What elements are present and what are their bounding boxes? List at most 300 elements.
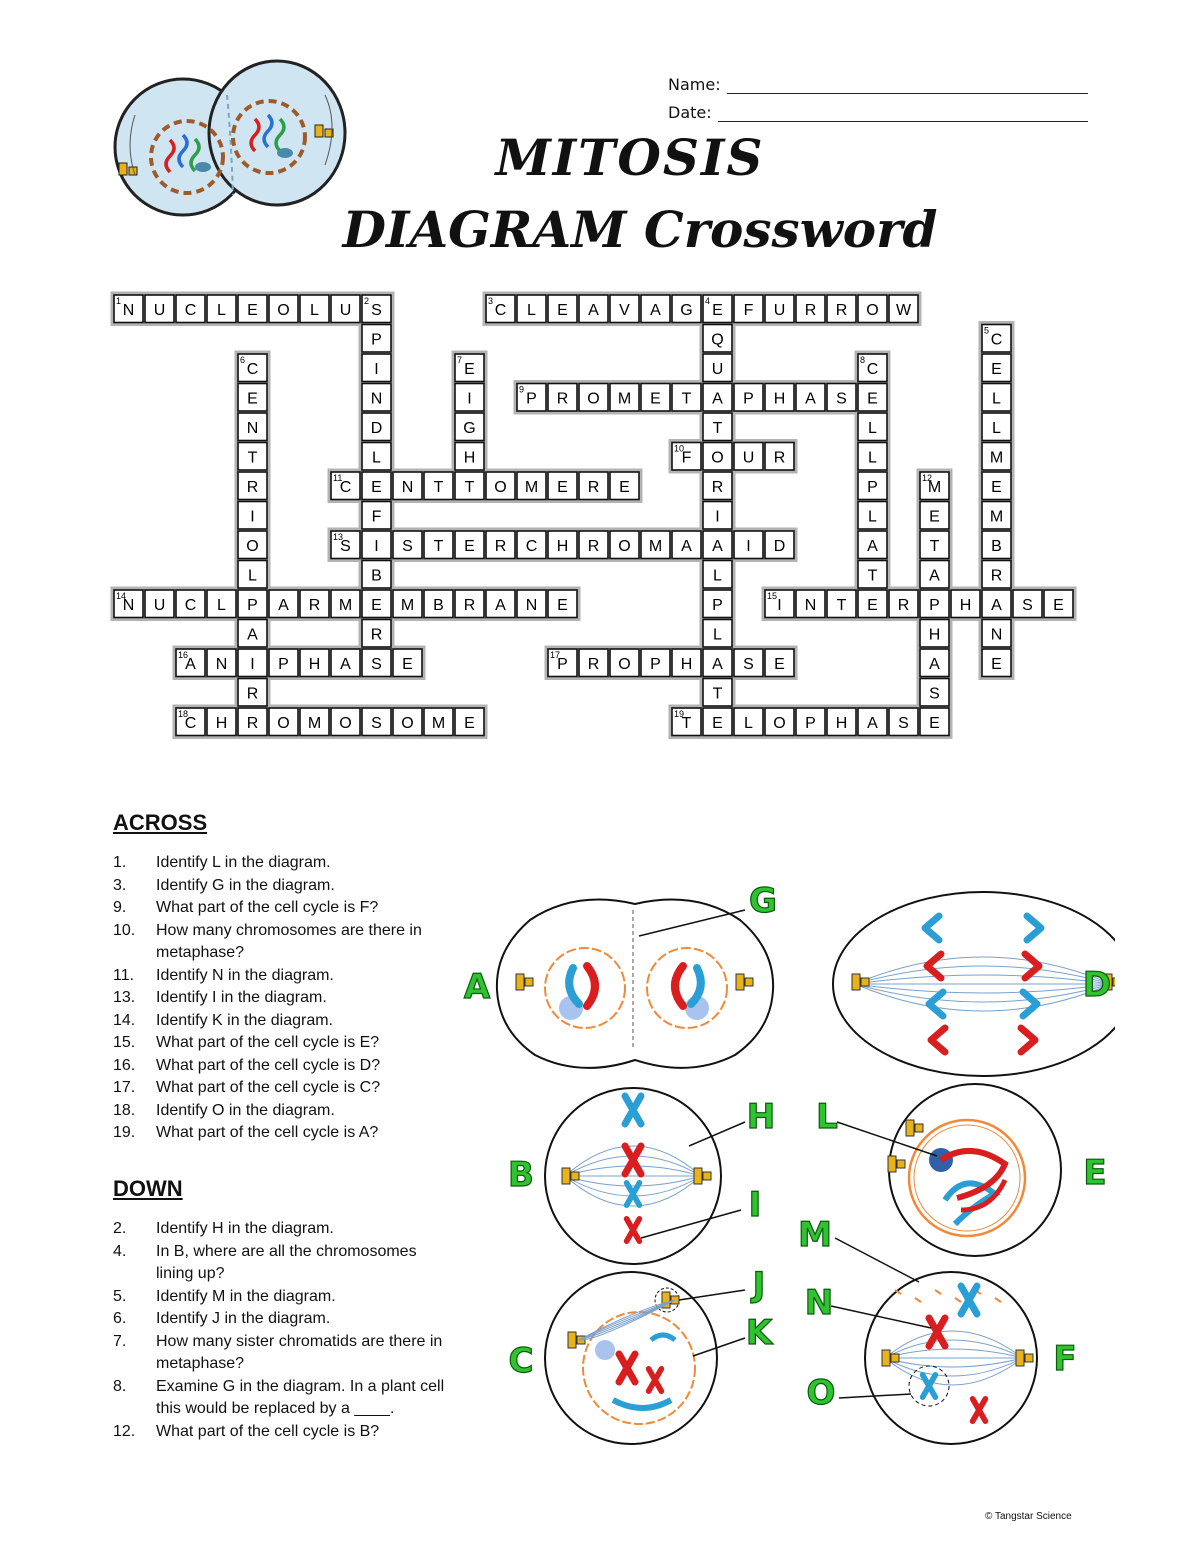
crossword-cell[interactable]: [269, 590, 298, 618]
crossword-cell[interactable]: [548, 295, 577, 323]
crossword-cell[interactable]: [734, 384, 763, 412]
cell-letter: P: [712, 596, 723, 614]
crossword-cell[interactable]: [238, 679, 267, 707]
crossword-cell[interactable]: [548, 649, 577, 677]
cell-letter: H: [835, 714, 848, 732]
cell-letter: S: [1022, 596, 1033, 614]
clue-item-text: Identify H in the diagram.: [156, 1220, 334, 1237]
cell-letter: L: [527, 301, 536, 319]
crossword-cell[interactable]: [362, 620, 391, 648]
cell-letter: C: [246, 360, 259, 378]
crossword-cell[interactable]: [982, 649, 1011, 677]
crossword-cell[interactable]: [300, 295, 329, 323]
crossword-cell[interactable]: [765, 295, 794, 323]
cell-letter: O: [277, 714, 290, 732]
crossword-cell[interactable]: [982, 561, 1011, 589]
crossword-cell[interactable]: [982, 502, 1011, 530]
clue-item-number: 14.: [113, 1011, 136, 1029]
cell-letter: R: [711, 478, 724, 496]
crossword-cell[interactable]: [331, 295, 360, 323]
crossword-cell[interactable]: [703, 502, 732, 530]
crossword-cell[interactable]: [889, 708, 918, 736]
cell-letter: T: [929, 537, 940, 555]
crossword-cell[interactable]: [734, 708, 763, 736]
cell-letter: L: [713, 626, 722, 644]
crossword-cell[interactable]: [827, 295, 856, 323]
crossword-cell[interactable]: [238, 295, 267, 323]
crossword-cell[interactable]: [765, 384, 794, 412]
crossword-cell[interactable]: [238, 384, 267, 412]
cell-letter: M: [400, 596, 415, 614]
diagram-label: O: [806, 1373, 836, 1413]
cell-letter: S: [371, 714, 382, 732]
crossword-cell[interactable]: [641, 531, 670, 559]
clue-number: 15: [767, 591, 778, 601]
crossword-cell[interactable]: [703, 708, 732, 736]
clue-item: [113, 1331, 453, 1376]
cell-letter: E: [557, 301, 568, 319]
crossword-cell[interactable]: [393, 472, 422, 500]
crossword-cell[interactable]: [517, 384, 546, 412]
crossword-cell[interactable]: [703, 649, 732, 677]
crossword-cell[interactable]: [672, 384, 701, 412]
clue-item-number: 5.: [113, 1287, 127, 1305]
crossword-cell[interactable]: [703, 679, 732, 707]
crossword-cell[interactable]: [703, 561, 732, 589]
crossword-cell[interactable]: [207, 708, 236, 736]
clue-item-number: 19.: [113, 1124, 136, 1141]
crossword-cell[interactable]: [393, 531, 422, 559]
cell-letter: L: [713, 567, 722, 585]
cell-letter: C: [339, 478, 352, 496]
crossword-cell[interactable]: [362, 708, 391, 736]
crossword-cell[interactable]: [610, 472, 639, 500]
crossword-cell[interactable]: [703, 413, 732, 441]
crossword-cell[interactable]: [548, 531, 577, 559]
clue-number: 18: [178, 709, 189, 719]
cell-letter: T: [836, 596, 847, 614]
cell-letter: D: [773, 537, 786, 555]
cell-letter: E: [712, 714, 723, 732]
crossword-cell[interactable]: [331, 649, 360, 677]
crossword-cell[interactable]: [610, 384, 639, 412]
diagram-label: G: [749, 881, 777, 921]
crossword-cell[interactable]: [517, 590, 546, 618]
diagram-label: J: [752, 1265, 766, 1305]
cell-letter: P: [371, 331, 382, 349]
crossword-cell[interactable]: [362, 472, 391, 500]
cell-letter: B: [991, 537, 1002, 555]
crossword-cell[interactable]: [920, 620, 949, 648]
copyright: © Tangstar Science: [985, 1511, 1072, 1522]
cell-letter: E: [1053, 596, 1064, 614]
cell-letter: A: [712, 655, 723, 673]
crossword-cell[interactable]: [641, 384, 670, 412]
cell-letter: E: [619, 478, 630, 496]
cell-letter: R: [804, 301, 817, 319]
crossword-cell[interactable]: [517, 472, 546, 500]
crossword-cell[interactable]: [610, 531, 639, 559]
clue-item: [113, 1032, 453, 1055]
crossword-cell[interactable]: [393, 708, 422, 736]
crossword-cell[interactable]: [176, 708, 205, 736]
crossword-cell[interactable]: [362, 502, 391, 530]
crossword-cell[interactable]: [331, 531, 360, 559]
cell-letter: R: [990, 567, 1003, 585]
crossword-cell[interactable]: [1044, 590, 1073, 618]
cell-letter: N: [370, 390, 383, 408]
cell-letter: T: [433, 537, 444, 555]
crossword-cell[interactable]: [889, 590, 918, 618]
cell-letter: E: [991, 478, 1002, 496]
crossword-cell[interactable]: [176, 649, 205, 677]
cell-letter: R: [494, 537, 507, 555]
crossword-cell[interactable]: [362, 325, 391, 353]
cell-letter: L: [744, 714, 753, 732]
cell-letter: A: [929, 655, 940, 673]
crossword-cell[interactable]: [455, 472, 484, 500]
diagram-label: C: [508, 1341, 534, 1381]
crossword-cell[interactable]: [362, 649, 391, 677]
crossword-cell[interactable]: [455, 708, 484, 736]
name-label: Name:: [668, 75, 721, 94]
clue-item-number: 16.: [113, 1056, 136, 1074]
crossword-cell[interactable]: [393, 649, 422, 677]
crossword-cell[interactable]: [765, 649, 794, 677]
crossword-cell[interactable]: [703, 354, 732, 382]
clue-item-text: What part of the cell cycle is A?: [156, 1124, 379, 1141]
crossword-cell[interactable]: [238, 354, 267, 382]
crossword-cell[interactable]: [827, 708, 856, 736]
clue-number: 5: [984, 325, 990, 336]
crossword-cell[interactable]: [362, 295, 391, 323]
clue-item: [113, 1376, 453, 1421]
crossword-cell[interactable]: [982, 590, 1011, 618]
clue-item-number: 12.: [113, 1422, 136, 1440]
crossword-cell[interactable]: [703, 443, 732, 471]
crossword-cell[interactable]: [858, 472, 887, 500]
crossword-cell[interactable]: [238, 531, 267, 559]
diagram-label: D: [1082, 965, 1112, 1005]
crossword-cell[interactable]: [269, 295, 298, 323]
clue-item-text: Identify K in the diagram.: [156, 1011, 333, 1029]
clue-item-text: Identify N in the diagram.: [156, 966, 334, 984]
cell-letter: I: [374, 360, 379, 378]
crossword-cell[interactable]: [703, 590, 732, 618]
cell-letter: S: [743, 655, 754, 673]
cell-letter: E: [247, 301, 258, 319]
mitosis-diagram: [455, 870, 1115, 1450]
cell-letter: N: [401, 478, 414, 496]
crossword-cell[interactable]: [362, 590, 391, 618]
crossword-cell[interactable]: [641, 649, 670, 677]
crossword-cell[interactable]: [486, 590, 515, 618]
crossword-cell[interactable]: [362, 531, 391, 559]
crossword-cell[interactable]: [455, 531, 484, 559]
crossword-cell[interactable]: [858, 561, 887, 589]
crossword-cell[interactable]: [238, 472, 267, 500]
crossword-cell[interactable]: [982, 413, 1011, 441]
clue-item-number: 9.: [113, 899, 127, 916]
clue-item: [113, 965, 453, 988]
cell-letter: U: [773, 301, 786, 319]
crossword-cell[interactable]: [734, 295, 763, 323]
crossword-cell[interactable]: [703, 384, 732, 412]
crossword-cell[interactable]: [424, 472, 453, 500]
cell-letter: C: [494, 301, 507, 319]
crossword-cell[interactable]: [362, 413, 391, 441]
crossword-cell[interactable]: [672, 531, 701, 559]
cell-letter: T: [464, 478, 475, 496]
crossword-cell[interactable]: [114, 295, 143, 323]
crossword-cell[interactable]: [672, 708, 701, 736]
cell-letter: R: [246, 685, 259, 703]
crossword-cell[interactable]: [920, 679, 949, 707]
crossword-cell[interactable]: [858, 531, 887, 559]
cell-letter: T: [433, 478, 444, 496]
crossword-cell[interactable]: [579, 531, 608, 559]
crossword-cell[interactable]: [765, 443, 794, 471]
crossword-cell[interactable]: [269, 649, 298, 677]
cell-letter: A: [278, 596, 289, 614]
title-line-1: MITOSIS: [495, 128, 765, 187]
down-clues: [113, 1218, 453, 1443]
cell-letter: U: [153, 596, 166, 614]
cell-letter: H: [928, 626, 941, 644]
crossword-cell[interactable]: [486, 472, 515, 500]
crossword-cell[interactable]: [982, 472, 1011, 500]
crossword-cell[interactable]: [765, 590, 794, 618]
crossword-cell[interactable]: [486, 531, 515, 559]
crossword-cell[interactable]: [796, 708, 825, 736]
cell-letter: M: [989, 508, 1004, 526]
cell-letter: P: [247, 596, 258, 614]
crossword-cell[interactable]: [858, 590, 887, 618]
cell-letter: N: [525, 596, 538, 614]
cell-letter: E: [712, 301, 723, 319]
crossword-cell[interactable]: [982, 443, 1011, 471]
crossword-cell[interactable]: [734, 649, 763, 677]
cell-letter: T: [247, 449, 258, 467]
cell-letter: E: [557, 596, 568, 614]
crossword-cell[interactable]: [176, 590, 205, 618]
crossword-cell[interactable]: [238, 649, 267, 677]
cell-letter: O: [618, 655, 631, 673]
crossword-cell[interactable]: [579, 384, 608, 412]
crossword-cell[interactable]: [393, 590, 422, 618]
crossword-cell[interactable]: [703, 531, 732, 559]
crossword-cell[interactable]: [982, 531, 1011, 559]
cell-letter: P: [278, 655, 289, 673]
crossword-cell[interactable]: [703, 325, 732, 353]
crossword-cell[interactable]: [300, 708, 329, 736]
crossword-cell[interactable]: [238, 708, 267, 736]
cell-letter: G: [463, 419, 476, 437]
crossword-cell[interactable]: [703, 295, 732, 323]
crossword-cell[interactable]: [796, 295, 825, 323]
cell-letter: B: [371, 567, 382, 585]
cell-letter: I: [777, 596, 782, 614]
crossword-cell[interactable]: [672, 443, 701, 471]
crossword-cell[interactable]: [982, 620, 1011, 648]
crossword-cell[interactable]: [858, 295, 887, 323]
crossword-cell[interactable]: [858, 708, 887, 736]
crossword-cell[interactable]: [455, 443, 484, 471]
crossword-cell[interactable]: [734, 531, 763, 559]
clue-number: 12: [922, 473, 933, 483]
cell-letter: S: [929, 685, 940, 703]
cell-letter: R: [308, 596, 321, 614]
crossword-cell[interactable]: [765, 708, 794, 736]
crossword-cell[interactable]: [827, 590, 856, 618]
crossword-cell[interactable]: [641, 295, 670, 323]
crossword-cell[interactable]: [331, 590, 360, 618]
crossword-cell[interactable]: [517, 295, 546, 323]
cell-letter: W: [895, 301, 912, 319]
crossword-cell[interactable]: [455, 590, 484, 618]
crossword-cell[interactable]: [207, 295, 236, 323]
crossword-cell[interactable]: [114, 590, 143, 618]
down-heading: DOWN: [113, 1176, 183, 1201]
clue-item: [113, 897, 453, 920]
crossword-cell[interactable]: [579, 472, 608, 500]
clue-number: 13: [333, 532, 344, 542]
crossword-cell[interactable]: [858, 413, 887, 441]
crossword-cell[interactable]: [331, 472, 360, 500]
diagram-label: M: [798, 1215, 832, 1255]
cell-letter: R: [587, 537, 600, 555]
crossword-cell[interactable]: [796, 384, 825, 412]
crossword-cell[interactable]: [982, 325, 1011, 353]
crossword-cell[interactable]: [920, 708, 949, 736]
cell-letter: O: [401, 714, 414, 732]
clue-item-text: How many chromosomes are there in metaphase?: [156, 921, 422, 961]
cell-letter: I: [250, 655, 255, 673]
crossword-cell[interactable]: [548, 590, 577, 618]
clue-item-text: Identify O in the diagram.: [156, 1101, 335, 1119]
clue-item-text: What part of the cell cycle is D?: [156, 1056, 381, 1074]
crossword-cell[interactable]: [982, 354, 1011, 382]
crossword-cell[interactable]: [517, 531, 546, 559]
crossword-cell[interactable]: [920, 590, 949, 618]
cell-letter: H: [215, 714, 228, 732]
crossword-cell[interactable]: [269, 708, 298, 736]
crossword-cell[interactable]: [672, 649, 701, 677]
crossword-cell[interactable]: [858, 354, 887, 382]
crossword-cell[interactable]: [858, 384, 887, 412]
clue-item-number: 7.: [113, 1332, 127, 1350]
crossword-cell[interactable]: [455, 413, 484, 441]
crossword-cell[interactable]: [207, 590, 236, 618]
crossword-cell[interactable]: [424, 531, 453, 559]
crossword-cell[interactable]: [920, 531, 949, 559]
cell-letter: L: [248, 567, 257, 585]
clue-item: [113, 1010, 453, 1033]
crossword-cell[interactable]: [920, 472, 949, 500]
cell-letter: O: [711, 449, 724, 467]
crossword-cell[interactable]: [455, 384, 484, 412]
cell-letter: E: [247, 390, 258, 408]
crossword-cell[interactable]: [858, 502, 887, 530]
crossword-cell[interactable]: [207, 649, 236, 677]
crossword-cell[interactable]: [362, 561, 391, 589]
cell-letter: C: [525, 537, 538, 555]
crossword-cell[interactable]: [238, 561, 267, 589]
crossword-cell[interactable]: [300, 590, 329, 618]
cell-letter: E: [557, 478, 568, 496]
crossword-cell[interactable]: [145, 590, 174, 618]
crossword-cell[interactable]: [424, 590, 453, 618]
crossword-cell[interactable]: [951, 590, 980, 618]
cell-letter: E: [867, 390, 878, 408]
crossword-cell[interactable]: [579, 649, 608, 677]
clue-item-number: 15.: [113, 1034, 136, 1051]
cell-letter: E: [464, 360, 475, 378]
cell-letter: P: [743, 390, 754, 408]
cell-letter: F: [371, 508, 382, 526]
crossword-cell[interactable]: [331, 708, 360, 736]
clue-item: [113, 1122, 453, 1145]
crossword-cell[interactable]: [548, 472, 577, 500]
crossword-cell[interactable]: [982, 384, 1011, 412]
cell-letter: E: [991, 655, 1002, 673]
crossword-cell[interactable]: [176, 295, 205, 323]
clue-item: [113, 1055, 453, 1078]
crossword-cell[interactable]: [362, 354, 391, 382]
cell-letter: M: [524, 478, 539, 496]
crossword-cell[interactable]: [145, 295, 174, 323]
crossword-cell[interactable]: [300, 649, 329, 677]
crossword-cell[interactable]: [672, 295, 701, 323]
clue-item-text: Identify J in the diagram.: [156, 1310, 331, 1327]
crossword-cell[interactable]: [796, 590, 825, 618]
crossword-cell[interactable]: [1013, 590, 1042, 618]
crossword-cell[interactable]: [858, 443, 887, 471]
crossword-cell[interactable]: [238, 413, 267, 441]
cell-letter: L: [372, 449, 381, 467]
cell-letter: H: [680, 655, 693, 673]
clue-item-number: 11.: [113, 966, 135, 984]
clue-item: [113, 1100, 453, 1123]
cell-letter: B: [433, 596, 444, 614]
crossword-cell[interactable]: [920, 502, 949, 530]
crossword-cell[interactable]: [455, 354, 484, 382]
crossword-cell[interactable]: [703, 472, 732, 500]
cell-letter: R: [773, 449, 786, 467]
crossword-cell[interactable]: [734, 443, 763, 471]
crossword-cell[interactable]: [238, 620, 267, 648]
crossword-cell[interactable]: [765, 531, 794, 559]
crossword-cell[interactable]: [703, 620, 732, 648]
cell-letter: C: [184, 301, 197, 319]
crossword-cell[interactable]: [920, 561, 949, 589]
crossword-cell[interactable]: [920, 649, 949, 677]
crossword-cell[interactable]: [238, 590, 267, 618]
crossword-cell[interactable]: [610, 649, 639, 677]
crossword-cell[interactable]: [238, 443, 267, 471]
crossword-cell[interactable]: [889, 295, 918, 323]
diagram-label: L: [816, 1097, 838, 1137]
crossword-cell[interactable]: [486, 295, 515, 323]
crossword-cell[interactable]: [827, 384, 856, 412]
crossword-cell[interactable]: [362, 384, 391, 412]
crossword-cell[interactable]: [579, 295, 608, 323]
crossword-cell[interactable]: [548, 384, 577, 412]
crossword-cell[interactable]: [610, 295, 639, 323]
crossword-cell[interactable]: [424, 708, 453, 736]
crossword-cell[interactable]: [362, 443, 391, 471]
crossword-cell[interactable]: [238, 502, 267, 530]
